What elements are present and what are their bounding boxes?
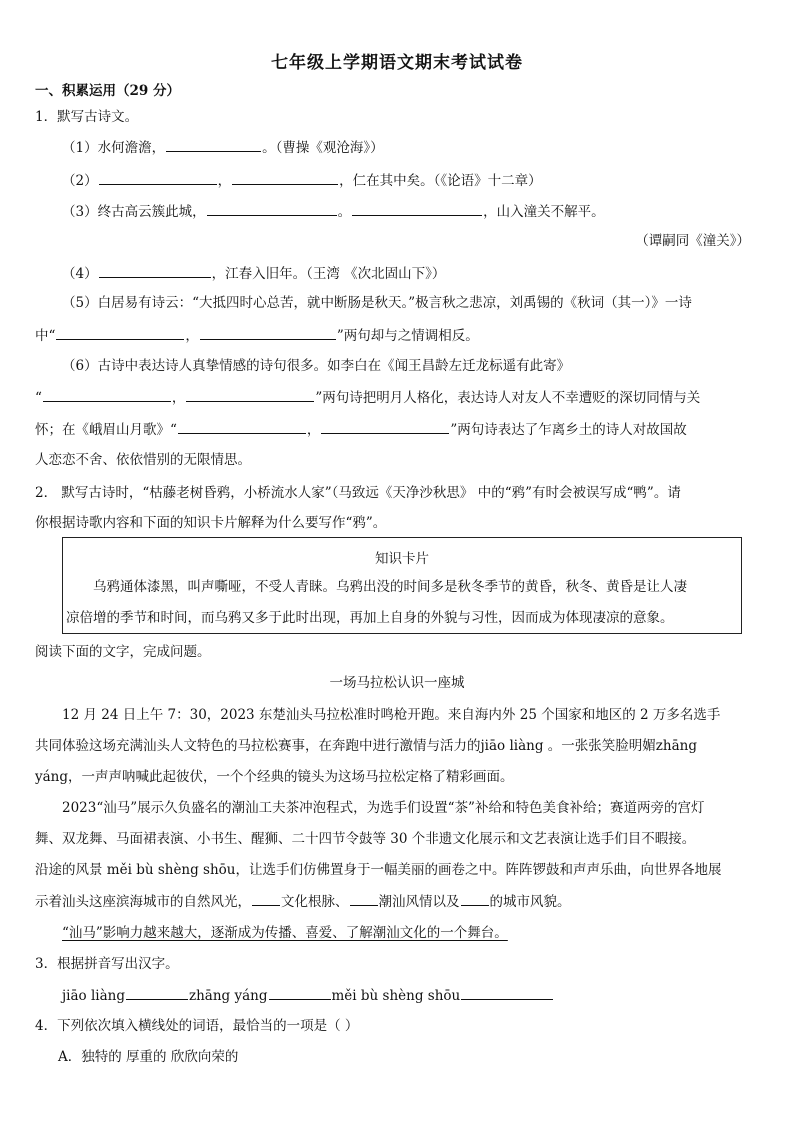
reading-line: 沿途的风景 měi bù shèng shōu，让选手们仿佛置身于一幅美丽的画卷之中。阵阵锣鼓和声声乐曲，向世界各地展 [35,862,722,878]
q1-item-6-line2: “ ， ”两句诗把明月人格化，表达诗人对友人不幸遭贬的深切同情与关 [35,390,701,406]
answer-blank[interactable] [321,420,449,434]
knowledge-card [62,537,742,634]
answer-blank[interactable] [186,388,314,402]
reading-line: 12 月 24 日上午 7：30，2023 东楚汕头马拉松准时鸣枪开跑。来自海内外 25 个国家和地区的 2 万多名选手 [62,707,721,723]
q3-answers: jiāo liàng zhāng yáng měi bù shèng shōu [62,986,554,1005]
reading-line: 舞、双龙舞、马面裙表演、小书生、醒狮、二十四节令鼓等 30 个非遗文化展示和文艺表演让选手们目不暇接。 [35,831,696,847]
page-title: 七年级上学期语文期末考试试卷 [271,53,523,73]
q1-item-2: （2） ， ，仁在其中矣。（《论语》十二章） [62,173,542,189]
q4-option-a: A．独特的 厚重的 欣欣向荣的 [58,1049,239,1065]
answer-blank[interactable] [350,892,378,906]
answer-blank[interactable] [99,264,211,278]
answer-blank[interactable] [207,202,337,216]
q1-item-6-line3: 怀；在《峨眉山月歌》“ ， ”两句诗表达了乍离乡土的诗人对故国故 [35,422,687,438]
q1-item-5-line1: （5）白居易有诗云：“大抵四时心总苦，就中断肠是秋天。”极言秋之悲凉，刘禹锡的《秋词（其一）》一诗 [62,295,692,311]
section-heading: 一、积累运用（29 分） [35,83,180,99]
answer-blank[interactable] [126,986,188,1000]
reading-title: 一场马拉松认识一座城 [329,675,465,691]
q1-item-5-line2: 中“ ， ”两句却与之情调相反。 [35,328,479,344]
answer-blank[interactable] [99,171,217,185]
q1-item-6-line1: （6）古诗中表达诗人真挚情感的诗句很多。如李白在《闻王昌龄左迁龙标遥有此寄》 [62,358,571,374]
answer-blank[interactable] [269,986,331,1000]
q1-item-3: （3）终古高云簇此城， 。 ，山入潼关不解平。 [62,204,605,220]
q1-item-3-source: （谭嗣同《潼关》） [635,233,750,249]
reading-line: 示着汕头这座滨海城市的自然风光， 文化根脉、 潮汕风情以及 的城市风貌。 [35,894,571,910]
q4-stem: 4．下列依次填入横线处的词语，最恰当的一项是（ ） [35,1018,359,1034]
underlined-sentence: “汕马”影响力越来越大，逐渐成为传播、喜爱、了解潮汕文化的一个舞台。 [62,925,508,941]
knowledge-card-title: 知识卡片 [375,551,429,567]
q3-stem: 3．根据拼音写出汉字。 [35,956,179,972]
answer-blank[interactable] [56,326,184,340]
answer-blank[interactable] [461,986,553,1000]
answer-blank[interactable] [252,892,280,906]
answer-blank[interactable] [166,138,261,152]
q1-item-6-line4: 人恋恋不舍、依依惜别的无限情思。 [35,452,251,468]
answer-blank[interactable] [352,202,482,216]
reading-intro: 阅读下面的文字，完成问题。 [35,644,211,660]
answer-blank[interactable] [200,326,336,340]
q2-line2: 你根据诗歌内容和下面的知识卡片解释为什么要写作“鸦”。 [35,515,387,531]
answer-blank[interactable] [178,420,306,434]
reading-line: 共同体验这场充满汕头人文特色的马拉松赛事，在奔跑中进行激情与活力的jiāo liàng 。一张张笑脸明媚zhāng [35,738,697,754]
reading-line: 2023“汕马”展示久负盛名的潮汕工夫茶冲泡程式，为选手们设置“茶”补给和特色美食补给；赛道两旁的宫灯 [62,800,705,816]
answer-blank[interactable] [461,892,489,906]
q2-line1: 2． 默写古诗时，“枯藤老树昏鸦，小桥流水人家”（马致远《天净沙秋思》 中的“鸦”有时会被误写成“鸭”。请 [35,485,681,501]
answer-blank[interactable] [232,171,338,185]
knowledge-card-line2: 凉倍增的季节和时间，而乌鸦又多于此时出现，再加上自身的外貌与习性，因而成为体现凄凉的意象。 [66,610,674,626]
reading-line: yáng，一声声呐喊此起彼伏，一个个经典的镜头为这场马拉松定格了精彩画面。 [35,769,514,785]
q1-item-1: （1）水何澹澹， 。（曹操《观沧海》） [62,140,384,156]
answer-blank[interactable] [43,388,171,402]
q1-stem: 1．默写古诗文。 [35,109,139,125]
knowledge-card-line1: 乌鸦通体漆黑，叫声嘶哑，不受人青睐。乌鸦出没的时间多是秋冬季节的黄昏，秋冬、黄昏是让人凄 [93,579,687,595]
q1-item-4: （4） ，江春入旧年。（王湾 《次北固山下》） [62,266,446,282]
